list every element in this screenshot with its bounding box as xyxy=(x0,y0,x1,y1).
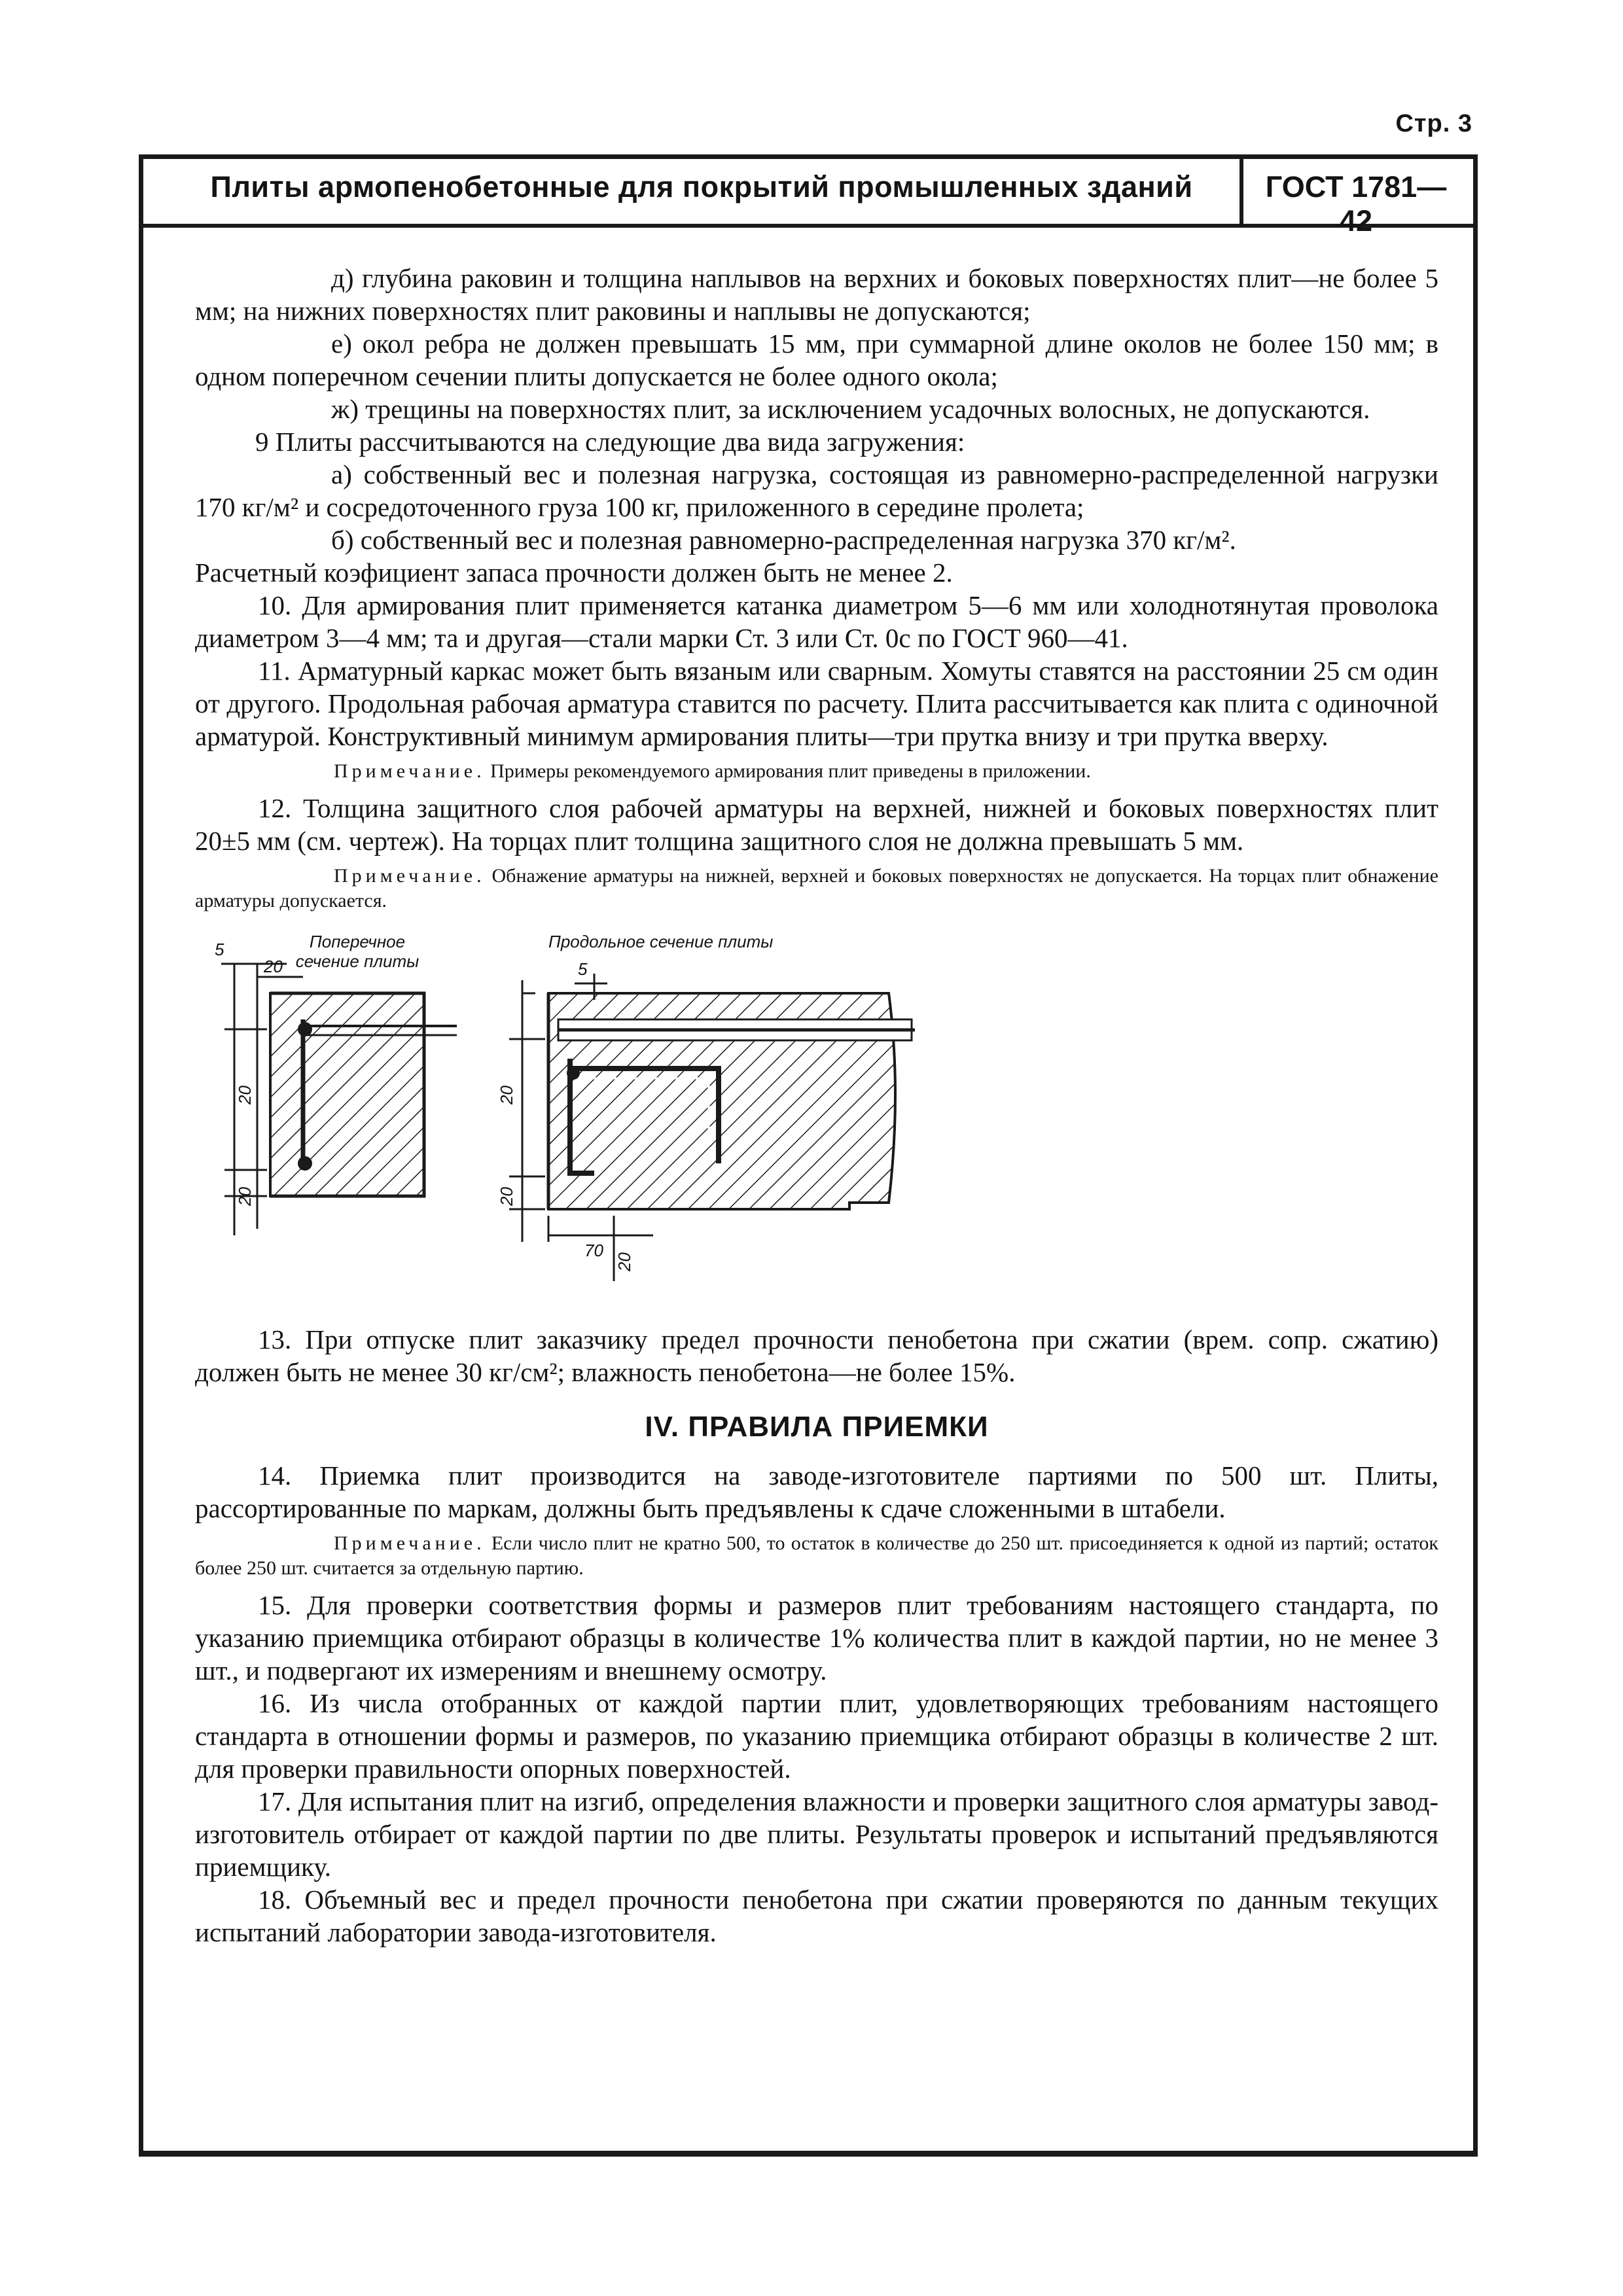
note-label: Примечание. xyxy=(334,1532,486,1554)
section-heading-acceptance: IV. ПРАВИЛА ПРИЕМКИ xyxy=(645,1411,989,1443)
clause-13: 13. При отпуске плит заказчику предел прочности пенобетона при сжатии (врем. сопр. сжатию) должен быть не менее 30 кг/см²; влажность пенобетона—не более 15%. xyxy=(195,1324,1438,1387)
longitudinal-section-caption: Продольное сечение плиты xyxy=(548,932,774,951)
note-text: Если число плит не кратно 500, то остаток в количестве до 250 шт. присоединяется к одной из партий; остаток более 250 шт. считается за отдельную партию. xyxy=(195,1532,1438,1579)
note-label: Примечание. xyxy=(334,865,486,887)
header-divider xyxy=(1240,154,1243,228)
clause-8d: д) глубина раковин и толщина наплывов на верхних и боковых поверхностях плит—не более 5 мм; на нижних поверхностях плит раковины и наплывы не допускаются; xyxy=(195,263,1438,326)
note-text: Обнажение арматуры на нижней, верхней и боковых поверхностях не допускается. На торцах плит обнажение арматуры допускается. xyxy=(195,865,1438,911)
page-number: Стр. 3 xyxy=(1395,110,1472,137)
section-drawing-svg xyxy=(195,928,1438,1314)
document-body xyxy=(195,262,1438,1949)
clause-15: 15. Для проверки соответствия формы и размеров плит требованиям настоящего стандарта, по указанию приемщика отбирают образцы в количестве 1% количества плит в каждой партии, но не менее 3 шт., и подвергают их измерениям и внешнему осмотру. xyxy=(195,1590,1438,1686)
cross-section-view xyxy=(221,964,457,1235)
dim-right-5: 5 xyxy=(578,959,588,979)
clause-17: 17. Для испытания плит на изгиб, определения влажности и проверки защитного слоя арматуры завод-изготовитель отбирает от каждой партии по две плиты. Результаты проверок и испытаний предъявляются приемщику. xyxy=(195,1786,1438,1882)
note-label: Примечание. xyxy=(334,760,486,782)
clause-16: 16. Из числа отобранных от каждой партии плит, удовлетворяющих требованиям настоящего стандарта в отношении формы и размеров, по указанию приемщика отбирают образцы в количестве 2 шт. для проверки правильности опорных поверхностей. xyxy=(195,1688,1438,1784)
standard-number: ГОСТ 1781—42 xyxy=(1265,170,1447,238)
reinforcement-drawing xyxy=(195,928,1438,1314)
cross-section-slab xyxy=(270,993,424,1196)
clause-9b: б) собственный вес и полезная равномерно-распределенная нагрузка 370 кг/м². xyxy=(331,525,1236,555)
note-12 xyxy=(195,864,1438,913)
clause-9a: а) собственный вес и полезная нагрузка, состоящая из равномерно-распределенной нагрузки 170 кг/м² и сосредоточенного груза 100 кг, приложенного в середине пролета; xyxy=(195,459,1438,522)
clause-14: 14. Приемка плит производится на заводе-изготовителе партиями по 500 шт. Плиты, рассортированные по маркам, должны быть предъявлены к сдаче сложенными в штабели. xyxy=(195,1460,1438,1523)
dim-left-20-bottom: 20 xyxy=(234,1187,255,1206)
note-14 xyxy=(195,1531,1438,1581)
top-bar-dot xyxy=(298,1022,312,1036)
clause-8zh: ж) трещины на поверхностях плит, за исключением усадочных волосных, не допускаются. xyxy=(331,394,1370,424)
bottom-rule xyxy=(139,2151,1478,2157)
stirrup-bar-dot xyxy=(567,1067,580,1080)
clause-11: 11. Арматурный каркас может быть вязаным или сварным. Хомуты ставятся на расстоянии 25 см один от другого. Продольная рабочая арматура ставится по расчету. Плита рассчитывается как плита с одиночной арматурой. Конструктивный минимум армирования плиты—три прутка внизу и три прутка вверху. xyxy=(195,656,1438,751)
dim-right-70: 70 xyxy=(584,1241,603,1260)
dim-right-20-bottom: 20 xyxy=(496,1187,516,1206)
bottom-bar-dot xyxy=(298,1156,312,1171)
dim-left-20-top: 20 xyxy=(264,957,283,976)
clause-10: 10. Для армирования плит применяется катанка диаметром 5—6 мм или холоднотянутая проволока диаметром 3—4 мм; та и другая—стали марки Ст. 3 или Ст. 0с по ГОСТ 960—41. xyxy=(195,590,1438,653)
clause-9: 9 Плиты рассчитываются на следующие два вида загружения: xyxy=(255,427,965,457)
clause-12: 12. Толщина защитного слоя рабочей арматуры на верхней, нижней и боковых поверхностях плит 20±5 мм (см. чертеж). На торцах плит толщина защитного слоя не должна превышать 5 мм. xyxy=(195,793,1438,856)
document-header xyxy=(139,154,1478,238)
clause-9-safety-factor: Расчетный коэфициент запаса прочности должен быть не менее 2. xyxy=(195,557,953,588)
dim-left-5: 5 xyxy=(215,940,224,959)
clause-8e: е) окол ребра не должен превышать 15 мм, при суммарной длине околов не более 150 мм; в одном поперечном сечении плиты допускается не более одного окола; xyxy=(195,328,1438,391)
dim-right-20-side: 20 xyxy=(496,1086,516,1104)
note-text: Примеры рекомендуемого армирования плит приведены в приложении. xyxy=(490,760,1091,782)
clause-18: 18. Объемный вес и предел прочности пенобетона при сжатии проверяются по данным текущих испытаний лаборатории завода-изготовителя. xyxy=(195,1884,1438,1947)
dim-right-20-end: 20 xyxy=(614,1252,634,1271)
dim-left-20-side: 20 xyxy=(234,1086,255,1104)
document-title: Плиты армопенобетонные для покрытий промышленных зданий xyxy=(210,170,1193,203)
longitudinal-section-view xyxy=(509,974,915,1281)
cross-section-caption: Поперечное сечение плиты xyxy=(295,932,419,971)
note-11 xyxy=(195,759,1438,784)
